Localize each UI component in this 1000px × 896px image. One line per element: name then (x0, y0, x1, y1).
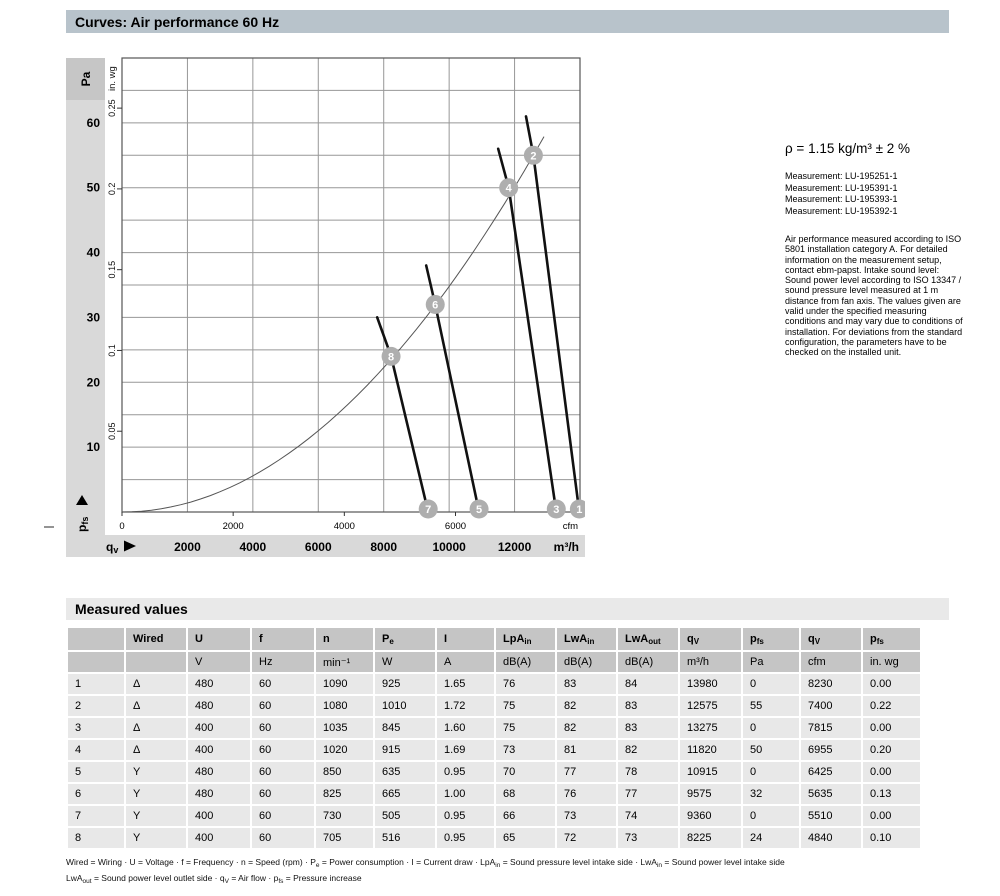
table-row (68, 784, 920, 804)
table-header-row (68, 628, 920, 650)
table-cell: 480 (188, 762, 250, 782)
table-row (68, 674, 920, 694)
table-cell: 635 (375, 762, 435, 782)
table-cell: Y (126, 784, 186, 804)
measurement-item: Measurement: LU-195393-1 (785, 194, 898, 204)
legend-text: Wired = Wiring · U = Voltage · f = Frequency · n = Speed (rpm) · P (66, 857, 316, 867)
legend-line-2 (66, 873, 362, 883)
table-cell: 1.69 (437, 740, 494, 760)
table-cell: 55 (743, 696, 799, 716)
section-title-curves (66, 10, 949, 33)
pa-axis-title: Pa (79, 71, 93, 87)
table-cell: 60 (252, 828, 314, 848)
pa-tick-label: 60 (86, 115, 100, 130)
table-cell: 0 (743, 806, 799, 826)
table-cell: 505 (375, 806, 435, 826)
legend-text: LwA (66, 873, 83, 883)
table-cell: 4 (68, 740, 124, 760)
table-cell: 82 (618, 740, 678, 760)
table-cell: 73 (557, 806, 616, 826)
table-cell: 1020 (316, 740, 373, 760)
table-cell: Δ (126, 674, 186, 694)
table-cell: 516 (375, 828, 435, 848)
operating-point-number: 5 (476, 504, 483, 516)
table-cell: 60 (252, 718, 314, 738)
table-cell: 24 (743, 828, 799, 848)
table-cell: 74 (618, 806, 678, 826)
measurement-note-text: Air performance measured according to ISO 5801 installation category A. For detailed information on the measurement setup, contact ebm-papst. Intake sound level: Sound power level according to ISO 13347 / sound pressure level measured at 1 m distance from fan axis. The values given are valid under the specified measuring conditions and may vary due to conditions of installation. For deviations from the standard configuration, the parameters have to be checked on the installed unit. (785, 234, 963, 358)
table-cell: 82 (557, 696, 616, 716)
table-cell: 83 (557, 674, 616, 694)
table-cell: 77 (557, 762, 616, 782)
table-cell: 76 (496, 674, 555, 694)
table-cell: 65 (496, 828, 555, 848)
table-cell: 60 (252, 806, 314, 826)
pa-tick-label: 40 (86, 245, 100, 260)
table-cell: 77 (618, 784, 678, 804)
legend-subscript: e (315, 862, 320, 869)
table-cell: 7400 (801, 696, 861, 716)
inwg-tick-label: 0.25 (107, 99, 117, 117)
col-header: qV (801, 628, 861, 650)
table-cell: 0 (743, 718, 799, 738)
cfm-tick-label: 6000 (444, 521, 467, 532)
m3h-tick-label: 8000 (370, 540, 398, 554)
col-unit: V (188, 652, 250, 672)
table-cell: 9575 (680, 784, 741, 804)
col-header (68, 628, 124, 650)
col-header: LwAout (618, 628, 678, 650)
m3h-tick-label: 4000 (239, 540, 267, 554)
table-cell: 73 (618, 828, 678, 848)
operating-point-number: 2 (530, 150, 537, 163)
legend-subscript: fs (278, 878, 284, 885)
table-cell: 400 (188, 828, 250, 848)
table-row (68, 806, 920, 826)
legend-subscript: in (495, 862, 501, 869)
section-title-measured-values (66, 598, 949, 620)
table-cell: 81 (557, 740, 616, 760)
margin-mark (44, 526, 54, 528)
legend-text: = Sound power level outlet side · q (91, 873, 225, 883)
table-cell: 0.13 (863, 784, 920, 804)
pa-tick-label: 20 (86, 375, 100, 390)
measured-values-table (66, 626, 922, 850)
col-header: f (252, 628, 314, 650)
table-cell: 83 (618, 696, 678, 716)
table-cell: 60 (252, 740, 314, 760)
table-cell: 400 (188, 740, 250, 760)
table-cell: 1 (68, 674, 124, 694)
table-cell: 480 (188, 674, 250, 694)
table-cell: 2 (68, 696, 124, 716)
table-cell: 32 (743, 784, 799, 804)
col-unit (68, 652, 124, 672)
table-cell: 1010 (375, 696, 435, 716)
measurement-item: Measurement: LU-195251-1 (785, 171, 898, 181)
pa-tick-label: 30 (86, 310, 100, 325)
table-cell: 1.00 (437, 784, 494, 804)
table-cell: 66 (496, 806, 555, 826)
table-cell: 6425 (801, 762, 861, 782)
table-cell: 73 (496, 740, 555, 760)
legend-text: = Sound pressure level intake side · LwA (500, 857, 657, 867)
table-cell: 6955 (801, 740, 861, 760)
table-cell: 8230 (801, 674, 861, 694)
table-cell: 3 (68, 718, 124, 738)
table-row (68, 718, 920, 738)
air-performance-chart (66, 55, 585, 560)
col-unit: min⁻¹ (316, 652, 373, 672)
col-header: I (437, 628, 494, 650)
measurement-item: Measurement: LU-195391-1 (785, 182, 898, 193)
pfs-axis-title: pfs (75, 516, 90, 532)
table-cell: 5510 (801, 806, 861, 826)
m3h-tick-label: 12000 (497, 540, 532, 554)
table-cell: 0.22 (863, 696, 920, 716)
table-cell: 6 (68, 784, 124, 804)
table-cell: 13980 (680, 674, 741, 694)
table-cell: 72 (557, 828, 616, 848)
inwg-tick-label: 0.2 (107, 182, 117, 196)
table-cell: Y (126, 828, 186, 848)
table-cell: 68 (496, 784, 555, 804)
section-title-curves-text: Curves: Air performance 60 Hz (75, 13, 280, 30)
col-unit: dB(A) (496, 652, 555, 672)
legend-subscript: out (82, 878, 92, 885)
table-cell: 0.00 (863, 718, 920, 738)
table-cell: 0 (743, 762, 799, 782)
operating-point-number: 7 (425, 504, 432, 516)
cfm-tick-label: 4000 (333, 521, 355, 532)
table-cell: 665 (375, 784, 435, 804)
table-cell: 1.60 (437, 718, 494, 738)
col-header: LpAin (496, 628, 555, 650)
table-cell: 75 (496, 696, 555, 716)
table-cell: 60 (252, 674, 314, 694)
cfm-tick-label: 0 (119, 521, 125, 532)
table-cell: 60 (252, 784, 314, 804)
table-cell: 480 (188, 784, 250, 804)
operating-point-number: 4 (505, 182, 512, 195)
table-cell: Δ (126, 740, 186, 760)
qv-axis-title: qv (106, 540, 119, 555)
col-unit: cfm (801, 652, 861, 672)
table-cell: 705 (316, 828, 373, 848)
table-units-row (68, 652, 920, 672)
table-cell: 730 (316, 806, 373, 826)
table-cell: 84 (618, 674, 678, 694)
table-row (68, 740, 920, 760)
m3h-axis-title: m³/h (553, 540, 579, 554)
table-row (68, 696, 920, 716)
col-header: n (316, 628, 373, 650)
table-cell: 75 (496, 718, 555, 738)
table-cell: 0.00 (863, 806, 920, 826)
measurement-item: Measurement: LU-195392-1 (785, 205, 898, 216)
table-cell: 915 (375, 740, 435, 760)
y-axis-band (66, 58, 105, 557)
table-cell: Δ (126, 696, 186, 716)
table-cell: 0.00 (863, 674, 920, 694)
table-cell: 0.20 (863, 740, 920, 760)
table-cell: 925 (375, 674, 435, 694)
legend-subscript: in (656, 862, 663, 869)
col-header: pfs (743, 628, 799, 650)
table-cell: 50 (743, 740, 799, 760)
table-cell: 7815 (801, 718, 861, 738)
legend-text: = Sound power level intake side (662, 857, 785, 867)
table-cell: 0.10 (863, 828, 920, 848)
table-cell: 60 (252, 762, 314, 782)
table-cell: 7 (68, 806, 124, 826)
cfm-tick-label: 2000 (222, 521, 244, 532)
col-unit (126, 652, 186, 672)
table-cell: 60 (252, 696, 314, 716)
table-cell: Y (126, 762, 186, 782)
inwg-tick-label: 0.15 (107, 260, 117, 279)
air-performance-chart-svg (66, 55, 585, 560)
table-cell: 5 (68, 762, 124, 782)
table-cell: 5635 (801, 784, 861, 804)
col-unit: W (375, 652, 435, 672)
table-cell: 0.95 (437, 828, 494, 848)
legend-line-1 (66, 857, 785, 867)
table-cell: 1.65 (437, 674, 494, 694)
table-cell: 8 (68, 828, 124, 848)
m3h-tick-label: 6000 (304, 540, 332, 554)
pa-tick-label: 50 (86, 180, 100, 195)
table-cell: 0.95 (437, 762, 494, 782)
table-cell: 4840 (801, 828, 861, 848)
table-cell: 1.72 (437, 696, 494, 716)
table-cell: 0 (743, 674, 799, 694)
table-cell: 1035 (316, 718, 373, 738)
col-unit: Pa (743, 652, 799, 672)
cfm-axis-title: cfm (562, 521, 578, 532)
col-unit: dB(A) (557, 652, 616, 672)
col-header: pfs (863, 628, 920, 650)
operating-point-number: 6 (432, 299, 439, 312)
table-cell: 825 (316, 784, 373, 804)
table-cell: 78 (618, 762, 678, 782)
col-header: qV (680, 628, 741, 650)
m3h-tick-label: 2000 (174, 540, 201, 554)
table-cell: 1090 (316, 674, 373, 694)
table-cell: Δ (126, 718, 186, 738)
legend-subscript: V (224, 878, 229, 885)
col-unit: Hz (252, 652, 314, 672)
table-cell: 82 (557, 718, 616, 738)
table-cell: 11820 (680, 740, 741, 760)
table-cell: Y (126, 806, 186, 826)
operating-point-number: 1 (576, 504, 583, 516)
table-cell: 70 (496, 762, 555, 782)
table-row (68, 762, 920, 782)
measurement-list (785, 171, 963, 217)
col-unit: dB(A) (618, 652, 678, 672)
col-unit: m³/h (680, 652, 741, 672)
inwg-tick-label: 0.05 (107, 422, 117, 440)
table-cell: 8225 (680, 828, 741, 848)
table-cell: 76 (557, 784, 616, 804)
col-header: Pe (375, 628, 435, 650)
section-title-measured-values-text: Measured values (75, 601, 188, 617)
inwg-axis-title: in. wg (107, 66, 118, 91)
table-cell: 9360 (680, 806, 741, 826)
m3h-tick-label: 10000 (432, 540, 466, 554)
legend-text: = Air flow · p (228, 873, 279, 883)
table-cell: 83 (618, 718, 678, 738)
table-cell: 10915 (680, 762, 741, 782)
pa-tick-label: 10 (86, 440, 100, 455)
operating-point-number: 8 (388, 351, 395, 364)
operating-point-number: 3 (553, 504, 560, 516)
table-cell: 480 (188, 696, 250, 716)
table-row (68, 828, 920, 848)
table-cell: 850 (316, 762, 373, 782)
legend-text: = Pressure increase (283, 873, 362, 883)
table-cell: 12575 (680, 696, 741, 716)
table-cell: 0.00 (863, 762, 920, 782)
col-header: LwAin (557, 628, 616, 650)
air-density-text: ρ = 1.15 kg/m³ ± 2 % (785, 141, 911, 156)
col-header: Wired (126, 628, 186, 650)
legend-text: = Power consumption · I = Current draw · LpA (319, 857, 496, 867)
table-cell: 0.95 (437, 806, 494, 826)
col-header: U (188, 628, 250, 650)
table-cell: 1080 (316, 696, 373, 716)
inwg-tick-label: 0.1 (107, 344, 117, 357)
table-cell: 400 (188, 806, 250, 826)
col-unit: A (437, 652, 494, 672)
table-cell: 845 (375, 718, 435, 738)
col-unit: in. wg (863, 652, 920, 672)
table-cell: 13275 (680, 718, 741, 738)
table-cell: 400 (188, 718, 250, 738)
